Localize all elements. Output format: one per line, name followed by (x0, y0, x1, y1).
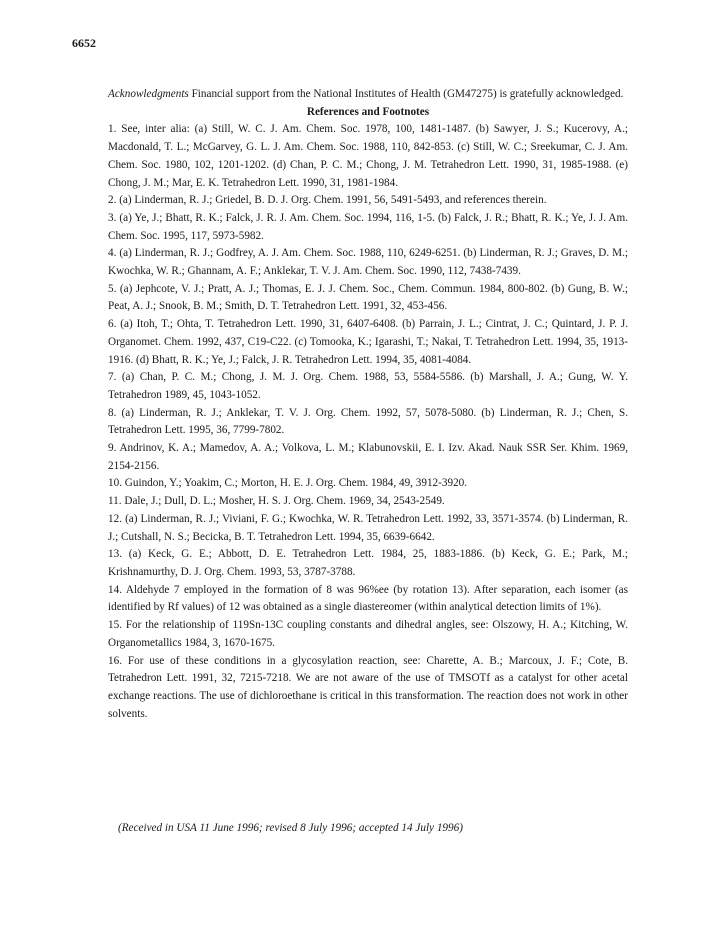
reference-11: 11. Dale, J.; Dull, D. L.; Mosher, H. S. J. Org. Chem. 1969, 34, 2543-2549. (108, 495, 445, 508)
acknowledgment (108, 86, 628, 104)
document-body (108, 86, 628, 723)
reference-10: 10. Guindon, Y.; Yoakim, C.; Morton, H. E. J. Org. Chem. 1984, 49, 3912-3920. (108, 477, 468, 490)
reference-14: 14. Aldehyde 7 employed in the formation of 8 was 96%ee (by rotation 13). After separation, each isomer (as identified by Rf values) of 12 was obtained as a single diastereomer (within analytical detection limits of 1%). (108, 583, 628, 614)
acknowledgment-label: Acknowledgments (108, 88, 189, 100)
reference-5: 5. (a) Jephcote, V. J.; Pratt, A. J.; Thomas, E. J. J. Chem. Soc., Chem. Commun. 1984, 800-802. (b) Gung, B. W.; Peat, A. J.; Snook, B. M.; Smith, D. T. Tetrahedron Lett. 1991, 32, 453-456. (108, 282, 628, 313)
reference-15: 15. For the relationship of 119Sn-13C coupling constants and dihedral angles, see: Olszowy, H. A.; Kitching, W. Organometallics 1984, 3, 1670-1675. (108, 619, 628, 649)
page-number: 6652 (72, 36, 96, 50)
reference-3: 3. (a) Ye, J.; Bhatt, R. K.; Falck, J. R. J. Am. Chem. Soc. 1994, 116, 1-5. (b) Falck, J. R.; Bhatt, R. K.; Ye, J. J. Am. Chem. Soc. 1995, 117, 5973-5982. (108, 211, 628, 242)
reference-16: 16. For use of these conditions in a glycosylation reaction, see: Charette, A. B.; Marcoux, J. F.; Cote, B. Tetrahedron Lett. 1991, 32, 7215-7218. We are not aware of the use of TMSOTf as a catalyst for other acetal exchange reactions. The use of dichloroethane is critical in this transformation. The reaction does not work in other solvents. (108, 654, 628, 720)
received-dates: (Received in USA 11 June 1996; revised 8 July 1996; accepted 14 July 1996) (118, 822, 463, 834)
reference-9: 9. Andrinov, K. A.; Mamedov, A. A.; Volkova, L. M.; Klabunovskii, E. I. Izv. Akad. Nauk SSR Ser. Khim. 1969, 2154-2156. (108, 442, 628, 472)
reference-1: 1. See, inter alia: (a) Still, W. C. J. Am. Chem. Soc. 1978, 100, 1481-1487. (b) Sawyer, J. S.; Kucerovy, A.; Macdonald, T. L.; McGarvey, G. L. J. Am. Chem. Soc. 1988, 110, 842-853. (c) Still, W. C.; Sreekumar, C. J. Am. Chem. Soc. 1980, 102, 1201-1202. (d) Chan, P. C. M.; Chong, J. M. Tetrahedron Lett. 1990, 31, 1985-1988. (e) Chong, J. M.; Mar, E. K. Tetrahedron Lett. 1990, 31, 1981-1984. (108, 123, 628, 189)
reference-2: 2. (a) Linderman, R. J.; Griedel, B. D. J. Org. Chem. 1991, 56, 5491-5493, and references therein. (108, 194, 547, 207)
reference-6: 6. (a) Itoh, T.; Ohta, T. Tetrahedron Lett. 1990, 31, 6407-6408. (b) Parrain, J. L.; Cintrat, J. C.; Quintard, J. P. J. Organomet. Chem. 1992, 437, C19-C22. (c) Tomooka, K.; Igarashi, T.; Nakai, T. Tetrahedron Lett. 1994, 35, 1913-1916. (d) Bhatt, R. K.; Ye, J.; Falck, J. R. Tetrahedron Lett. 1994, 35, 4081-4084. (108, 318, 628, 366)
reference-12: 12. (a) Linderman, R. J.; Viviani, F. G.; Kwochka, W. R. Tetrahedron Lett. 1992, 33, 3571-3574. (b) Linderman, R. J.; Cutshall, N. S.; Becicka, B. T. Tetrahedron Lett. 1994, 35, 6639-6642. (108, 512, 628, 543)
acknowledgment-text: Financial support from the National Institutes of Health (GM47275) is gratefully acknowledged. (191, 88, 624, 100)
reference-4: 4. (a) Linderman, R. J.; Godfrey, A. J. Am. Chem. Soc. 1988, 110, 6249-6251. (b) Linderman, R. J.; Graves, D. M.; Kwochka, W. R.; Ghannam, A. F.; Anklekar, T. V. J. Am. Chem. Soc. 1990, 112, 7438-7439. (108, 247, 628, 278)
reference-13: 13. (a) Keck, G. E.; Abbott, D. E. Tetrahedron Lett. 1984, 25, 1883-1886. (b) Keck, G. E.; Park, M.; Krishnamurthy, D. J. Org. Chem. 1993, 53, 3787-3788. (108, 548, 628, 578)
reference-7: 7. (a) Chan, P. C. M.; Chong, J. M. J. Org. Chem. 1988, 53, 5584-5586. (b) Marshall, J. A.; Gung, W. Y. Tetrahedron 1989, 45, 1043-1052. (108, 371, 628, 401)
references-heading: References and Footnotes (306, 105, 430, 118)
reference-8: 8. (a) Linderman, R. J.; Anklekar, T. V. J. Org. Chem. 1992, 57, 5078-5080. (b) Linderman, R. J.; Chen, S. Tetrahedron Lett. 1995, 36, 7799-7802. (108, 406, 628, 437)
